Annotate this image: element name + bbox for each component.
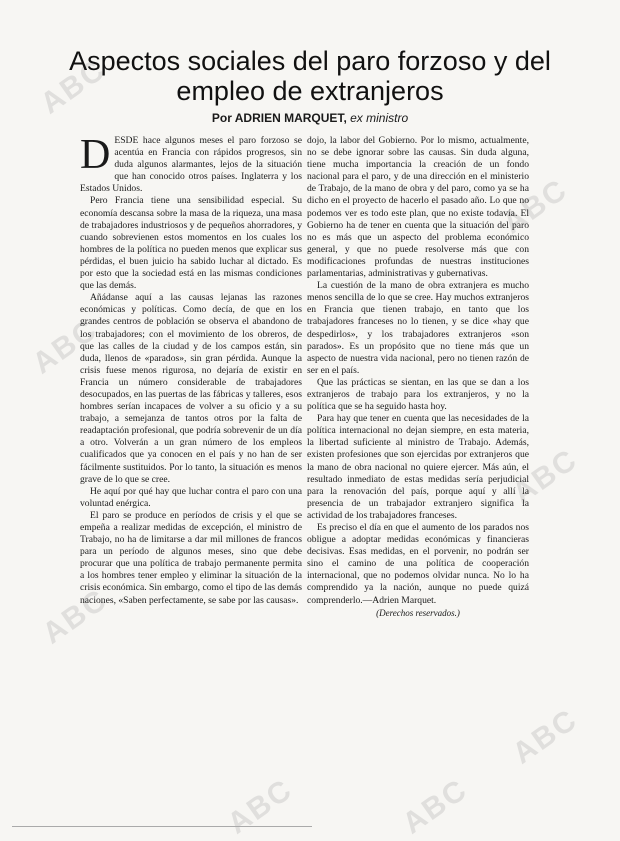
left-column — [80, 132, 302, 607]
right-column — [307, 135, 529, 619]
watermark: ABC — [221, 772, 299, 841]
watermark: ABC — [36, 582, 114, 651]
dropcap: D — [80, 132, 111, 178]
article-title: Aspectos sociales del paro forzoso y del empleo de extranjeros — [69, 46, 551, 106]
paragraph: DESDE hace algunos meses el paro forzoso se acentúa en Francia con rápidos progresos, sin duda algunos alarmantes, lejos de la situación que han conocido otros países. Inglaterra y los Estados Unidos. — [80, 132, 302, 195]
byline: Por ADRIEN MARQUET, ex ministro — [211, 111, 409, 125]
watermark: ABC — [506, 442, 584, 511]
author-name: ADRIEN MARQUET — [234, 111, 344, 125]
watermark: ABC — [396, 772, 474, 841]
paragraph: Para hay que tener en cuenta que las necesidades de la política internacional no dejan siempre, en esta materia, la libertad suficiente al ministro de Trabajo. Además, existen profesiones que son ejercidas por extranjeros que la mano de obra nacional no quiere ejercer. Más aún, el resultado inmediato de estas medidas sería perjudicial para la renovación del país, porque aquí y allí la presencia de un trabajador extranjero significa la actividad de los trabajadores franceses. — [307, 413, 529, 521]
author-role: ex ministro — [350, 111, 409, 125]
paragraph: He aquí por qué hay que luchar contra el paro con una voluntad enérgica. — [80, 485, 302, 509]
watermark: ABC — [34, 52, 112, 121]
paragraph: Que las prácticas se sientan, en las que se dan a los extranjeros de trabajo para los extranjeros, y no la política que se ha seguido hasta hoy. — [307, 376, 529, 413]
paragraph: El paro se produce en períodos de crisis y el que se empeña a realizar medidas de excepción, el ministro de Trabajo, no ha de limitarse a dar mil millones de francos para un período de algunos meses, sino que debe procurar que una política de trabajo permanente permita a los hombres tener empleo y eliminar la situación de la crisis económica. Sin embargo, como el tipo de las demás naciones, «Saben perfectamente, se sabe por las causas». — [80, 509, 302, 606]
paragraph: La cuestión de la mano de obra extranjera es mucho menos sencilla de lo que se cree. Hay muchos extranjeros en Francia que tienen trabajo, en tanto que los trabajadores franceses no lo tienen, y se dice «hay que despedirlos», y los trabajadores extranjeros «son parados». Es un propósito que no tiene más que un aspecto de nuestra vida nacional, pero no tienen razón de ser en el país. — [307, 280, 529, 376]
watermark: ABC — [496, 172, 574, 241]
rights-note: (Derechos reservados.) — [376, 607, 460, 618]
paragraph: Pero Francia tiene una sensibilidad especial. Su economía descansa sobre la masa de la riqueza, una masa de trabajadores industriosos y de pequeños ahorradores, y cuando sobrevienen estos momentos en los cuales los hombres de la política no pueden menos que explicar sus pérdidas, el buen juicio ha sabido luchar al dictado. Es por esto que la sociedad está en las mismas condiciones que las demás. — [80, 195, 302, 292]
watermark: ABC — [26, 312, 104, 381]
paragraph: Es preciso el día en que el aumento de los parados nos obligue a adoptar medidas económicas y financieras decisivas. Esas medidas, en el porvenir, no podrán ser sino el camino de una política de cooperación internacional, que no podemos olvidar nunca. No lo ha comprendido ya la nación, aunque no puede quizá comprenderlo.—Adrien Marquet. — [307, 522, 529, 606]
byline-prefix: Por — [211, 111, 232, 125]
paragraph: Añádanse aquí a las causas lejanas las razones económicas y políticas. Como decía, de que en los grandes centros de población se observa el abandono de los trabajadores; con el movimiento de los obreros, de que las calles de la ciudad y de los campos están, sin duda, llenos de «parados», sin gran pérdida. Aunque la crisis fuese menos rigurosa, no dejaría de existir en Francia un número considerable de trabajadores desocupados, en las puertas de las fábricas y talleres, esos hombres serían incapaces de volver a su oficio y a su trabajo, a semejanza de tantos otros por la falta de readaptación profesional, que podría sobrevenir de un día a otro. Volverán a un gran número de los empleos cualificados que ya conocen en el país y no han de ser fácilmente sustituidos. Por lo tanto, la situación es menos grave de lo que se cree. — [80, 292, 302, 485]
watermark: ABC — [506, 702, 584, 771]
divider — [12, 826, 312, 827]
paragraph: dojo, la labor del Gobierno. Por lo mismo, actualmente, no se debe ignorar sobre las causas. Sin duda alguna, tiene mucha importancia la creación de un fondo nacional para el paro, y de una dirección en el ministerio de Trabajo, de la mano de obra y del paro, como ya se ha dicho en el proyecto de hacerlo el pasado año. Lo que no podemos ver es todo este plan, que no existe todavía. El Gobierno ha de tener en cuenta que la situación del paro no es más que un aspecto del problema económico general, y que no puede resolverse más que con modificaciones profundas de nuestras instituciones parlamentarias, administrativas y gubernativas. — [307, 135, 529, 280]
